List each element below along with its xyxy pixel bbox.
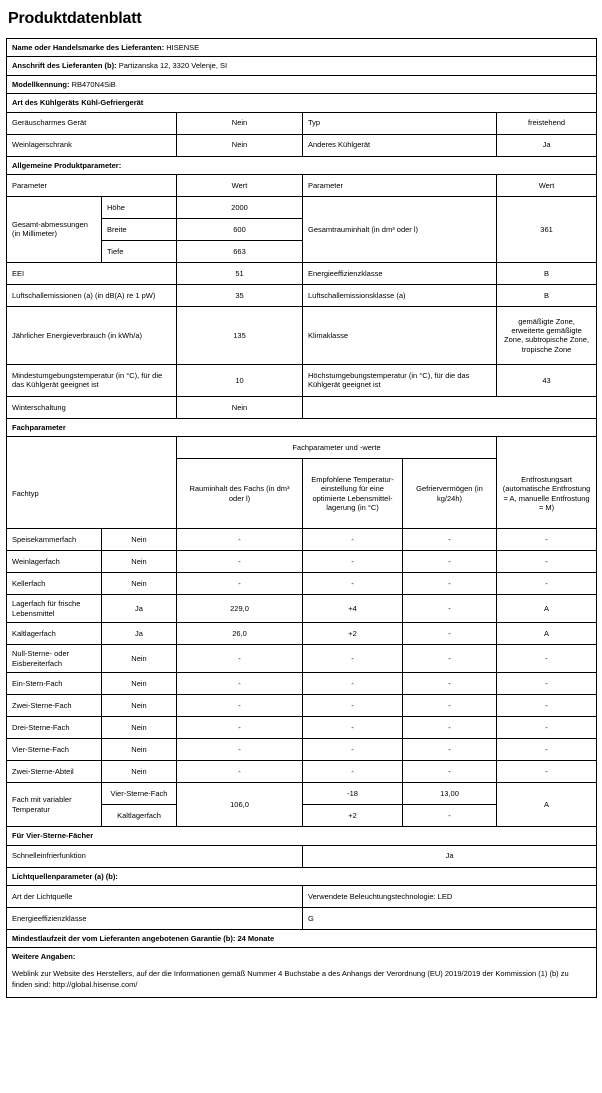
compartment-freeze: - bbox=[403, 595, 497, 623]
compartment-volume: - bbox=[177, 673, 303, 695]
compartment-present: Nein bbox=[102, 739, 177, 761]
compartment-present: Nein bbox=[102, 529, 177, 551]
datasheet-table bbox=[6, 38, 597, 998]
appliance-type-cell bbox=[7, 94, 597, 112]
table-row bbox=[7, 529, 597, 551]
compartment-freeze: - bbox=[403, 761, 497, 783]
appliance-kind-label: Typ bbox=[303, 112, 497, 134]
other-appliance-value: Ja bbox=[497, 134, 597, 156]
compartment-temp: - bbox=[303, 695, 403, 717]
wine-storage-value: Nein bbox=[177, 134, 303, 156]
compartment-volume: - bbox=[177, 551, 303, 573]
compartment-defrost: A bbox=[497, 623, 597, 645]
dimension-height-value: 2000 bbox=[177, 196, 303, 218]
compartment-temp: - bbox=[303, 739, 403, 761]
general-header-parameter: Parameter bbox=[7, 174, 177, 196]
compartment-defrost: - bbox=[497, 551, 597, 573]
compartment-freeze: - bbox=[403, 739, 497, 761]
noise-class-value: B bbox=[497, 284, 597, 306]
variable-temp-sub-cold-storage: Kaltlagerfach bbox=[102, 805, 177, 827]
compartment-temp: +4 bbox=[303, 595, 403, 623]
warranty-label: Mindestlaufzeit der vom Lieferanten angebotenen Garantie (b): bbox=[12, 934, 236, 943]
compartment-freeze: - bbox=[403, 573, 497, 595]
supplier-name-value: HISENSE bbox=[166, 43, 200, 52]
table-row bbox=[7, 623, 597, 645]
compartment-volume: 26,0 bbox=[177, 623, 303, 645]
compartment-freeze: - bbox=[403, 717, 497, 739]
climate-class-value: gemäßigte Zone, erweiterte gemäßigte Zone, subtropische Zone, tropische Zone bbox=[497, 306, 597, 364]
other-appliance-label: Anderes Kühlgerät bbox=[303, 134, 497, 156]
compartment-present: Nein bbox=[102, 551, 177, 573]
compartment-present: Nein bbox=[102, 761, 177, 783]
compartment-temp: - bbox=[303, 551, 403, 573]
compartment-group-empty-2 bbox=[497, 437, 597, 459]
supplier-address-value: Partizanska 12, 3320 Velenje, SI bbox=[118, 61, 228, 71]
compartment-group-empty bbox=[7, 437, 177, 459]
compartment-freeze: - bbox=[403, 645, 497, 673]
supplier-name-cell bbox=[7, 39, 597, 57]
compartment-type: Zwei-Sterne-Fach bbox=[7, 695, 102, 717]
noise-class-label: Luftschallemissionsklasse (a) bbox=[303, 284, 497, 306]
compartment-defrost: - bbox=[497, 529, 597, 551]
light-energy-class-value: G bbox=[303, 908, 597, 930]
model-cell bbox=[7, 75, 597, 93]
compartment-defrost: A bbox=[497, 595, 597, 623]
compartment-volume: - bbox=[177, 529, 303, 551]
dimensions-label: Gesamt-abmessungen (in Millimeter) bbox=[7, 196, 102, 262]
compartment-volume: - bbox=[177, 573, 303, 595]
table-row-compartment-group-header bbox=[7, 437, 597, 459]
compartment-volume: - bbox=[177, 739, 303, 761]
compartment-present: Nein bbox=[102, 695, 177, 717]
winter-setting-value: Nein bbox=[177, 396, 303, 418]
general-header-value-2: Wert bbox=[497, 174, 597, 196]
dimension-width-label: Breite bbox=[102, 218, 177, 240]
compartment-type: Ein-Stern-Fach bbox=[7, 673, 102, 695]
compartment-present: Ja bbox=[102, 595, 177, 623]
compartment-temp: - bbox=[303, 761, 403, 783]
compartment-freeze: - bbox=[403, 695, 497, 717]
compartment-defrost: - bbox=[497, 739, 597, 761]
compartment-type: Speisekammerfach bbox=[7, 529, 102, 551]
energy-class-label: Energieeffizienzklasse bbox=[303, 262, 497, 284]
compartment-col-type: Fachtyp bbox=[7, 459, 177, 529]
compartment-defrost: - bbox=[497, 695, 597, 717]
winter-setting-empty bbox=[303, 396, 597, 418]
max-ambient-value: 43 bbox=[497, 364, 597, 396]
compartment-temp: - bbox=[303, 573, 403, 595]
general-header-parameter-2: Parameter bbox=[303, 174, 497, 196]
climate-class-label: Klimaklasse bbox=[303, 306, 497, 364]
compartment-defrost: - bbox=[497, 645, 597, 673]
variable-temp-type: Fach mit variabler Temperatur bbox=[7, 783, 102, 827]
compartment-temp: - bbox=[303, 717, 403, 739]
compartment-freeze: - bbox=[403, 529, 497, 551]
table-row-dimension-height bbox=[7, 196, 597, 218]
table-row-light-type bbox=[7, 886, 597, 908]
compartment-col-volume: Rauminhalt des Fachs (in dm³ oder l) bbox=[177, 459, 303, 529]
table-row-wine-storage bbox=[7, 134, 597, 156]
compartment-defrost: - bbox=[497, 573, 597, 595]
max-ambient-label: Höchstumgebungstemperatur (in °C), für die das Kühlgerät geeignet ist bbox=[303, 364, 497, 396]
compartment-type: Kaltlagerfach bbox=[7, 623, 102, 645]
compartment-present: Ja bbox=[102, 623, 177, 645]
table-row bbox=[7, 761, 597, 783]
variable-temp-freeze-2: - bbox=[403, 805, 497, 827]
dimension-height-label: Höhe bbox=[102, 196, 177, 218]
fast-freeze-label: Schnelleinfrierfunktion bbox=[7, 845, 303, 867]
model-label: Modellkennung: bbox=[12, 79, 70, 89]
table-row-winter-setting bbox=[7, 396, 597, 418]
supplier-address-label: Anschrift des Lieferanten (b): bbox=[12, 61, 117, 71]
energy-class-value: B bbox=[497, 262, 597, 284]
compartment-present: Nein bbox=[102, 717, 177, 739]
total-volume-value: 361 bbox=[497, 196, 597, 262]
warranty-cell bbox=[7, 930, 597, 948]
supplier-name-label: Name oder Handelsmarke des Lieferanten: bbox=[12, 43, 165, 52]
compartment-present: Nein bbox=[102, 573, 177, 595]
table-row-fast-freeze bbox=[7, 845, 597, 867]
table-row-general-header bbox=[7, 174, 597, 196]
winter-setting-label: Winterschaltung bbox=[7, 396, 177, 418]
further-info-heading: Weitere Angaben: bbox=[7, 948, 597, 966]
page-title: Produktdatenblatt bbox=[8, 10, 142, 27]
table-row-model bbox=[7, 75, 597, 93]
fast-freeze-value: Ja bbox=[303, 845, 597, 867]
noise-label: Luftschallemissionen (a) (in dB(A) re 1 pW) bbox=[7, 284, 177, 306]
min-ambient-value: 10 bbox=[177, 364, 303, 396]
general-section-heading: Allgemeine Produktparameter: bbox=[7, 156, 597, 174]
table-row-further-heading bbox=[7, 948, 597, 966]
compartment-type: Kellerfach bbox=[7, 573, 102, 595]
table-row-general-section bbox=[7, 156, 597, 174]
compartment-temp: - bbox=[303, 529, 403, 551]
compartment-type: Weinlagerfach bbox=[7, 551, 102, 573]
compartment-col-freeze: Gefriervermögen (in kg/24h) bbox=[403, 459, 497, 529]
appliance-type-value: Kühl-Gefriergerät bbox=[81, 98, 144, 108]
table-row-compartment-section bbox=[7, 418, 597, 436]
table-row-eei bbox=[7, 262, 597, 284]
table-row-light-section bbox=[7, 867, 597, 885]
compartment-type: Vier-Sterne-Fach bbox=[7, 739, 102, 761]
table-row-warranty bbox=[7, 930, 597, 948]
compartment-temp: - bbox=[303, 645, 403, 673]
table-row bbox=[7, 551, 597, 573]
table-row-light-energy-class bbox=[7, 908, 597, 930]
eei-label: EEI bbox=[7, 262, 177, 284]
four-star-section-heading: Für Vier-Sterne-Fächer bbox=[7, 827, 597, 845]
compartment-type: Null-Sterne- oder Eisbereiterfach bbox=[7, 645, 102, 673]
compartment-defrost: - bbox=[497, 717, 597, 739]
table-row-supplier-address bbox=[7, 57, 597, 75]
variable-temp-sub-four-star: Vier-Sterne-Fach bbox=[102, 783, 177, 805]
variable-temp-defrost: A bbox=[497, 783, 597, 827]
table-row-variable-temp-1 bbox=[7, 783, 597, 805]
model-value: RB470N4SiB bbox=[71, 79, 116, 89]
compartment-temp: +2 bbox=[303, 623, 403, 645]
compartment-freeze: - bbox=[403, 623, 497, 645]
variable-temp-temp-2: +2 bbox=[303, 805, 403, 827]
table-row-further-text bbox=[7, 966, 597, 998]
compartment-section-heading: Fachparameter bbox=[7, 418, 597, 436]
compartment-volume: - bbox=[177, 645, 303, 673]
compartment-present: Nein bbox=[102, 645, 177, 673]
appliance-kind-value: freistehend bbox=[497, 112, 597, 134]
annual-energy-label: Jährlicher Energieverbrauch (in kWh/a) bbox=[7, 306, 177, 364]
table-row bbox=[7, 673, 597, 695]
quiet-appliance-value: Nein bbox=[177, 112, 303, 134]
table-row-noise bbox=[7, 284, 597, 306]
dimension-width-value: 600 bbox=[177, 218, 303, 240]
compartment-type: Zwei-Sterne-Abteil bbox=[7, 761, 102, 783]
compartment-present: Nein bbox=[102, 673, 177, 695]
warranty-value: 24 Monate bbox=[237, 934, 275, 943]
table-row-annual-energy bbox=[7, 306, 597, 364]
compartment-group-header: Fachparameter und -werte bbox=[177, 437, 497, 459]
min-ambient-label: Mindestumgebungstemperatur (in °C), für die das Kühlgerät geeignet ist bbox=[7, 364, 177, 396]
table-row bbox=[7, 717, 597, 739]
variable-temp-temp-1: -18 bbox=[303, 783, 403, 805]
table-row bbox=[7, 595, 597, 623]
variable-temp-freeze-1: 13,00 bbox=[403, 783, 497, 805]
compartment-volume: - bbox=[177, 761, 303, 783]
compartment-temp: - bbox=[303, 673, 403, 695]
annual-energy-value: 135 bbox=[177, 306, 303, 364]
compartment-type: Lagerfach für frische Lebensmittel bbox=[7, 595, 102, 623]
noise-value: 35 bbox=[177, 284, 303, 306]
eei-value: 51 bbox=[177, 262, 303, 284]
compartment-defrost: - bbox=[497, 673, 597, 695]
light-type-value: Verwendete Beleuchtungstechnologie: LED bbox=[303, 886, 597, 908]
wine-storage-label: Weinlagerschrank bbox=[7, 134, 177, 156]
total-volume-label: Gesamtrauminhalt (in dm³ oder l) bbox=[303, 196, 497, 262]
light-section-heading: Lichtquellenparameter (a) (b): bbox=[7, 867, 597, 885]
further-info-text: Weblink zur Website des Herstellers, auf der die Informationen gemäß Nummer 4 Buchstabe a des Anhangs der Verordnung (EU) 2019/2019 der Kommission (1) (b) zu finden sind: http://global.hisense.com/ bbox=[7, 966, 597, 998]
supplier-address-cell bbox=[7, 57, 597, 75]
compartment-col-temp: Empfohlene Temperatur-einstellung für eine optimierte Lebensmittel-lagerung (in °C) bbox=[303, 459, 403, 529]
table-row-appliance-type bbox=[7, 94, 597, 112]
table-row-compartment-column-headers bbox=[7, 459, 597, 529]
table-row bbox=[7, 573, 597, 595]
compartment-volume: - bbox=[177, 695, 303, 717]
table-row-ambient-temperature bbox=[7, 364, 597, 396]
compartment-volume: - bbox=[177, 717, 303, 739]
compartment-col-defrost: Entfrostungsart (automatische Entfrostung = A, manuelle Entfrostung = M) bbox=[497, 459, 597, 529]
table-row-four-star-section bbox=[7, 827, 597, 845]
light-energy-class-label: Energieeffizienzklasse bbox=[7, 908, 303, 930]
compartment-freeze: - bbox=[403, 673, 497, 695]
compartment-freeze: - bbox=[403, 551, 497, 573]
compartment-type: Drei-Sterne-Fach bbox=[7, 717, 102, 739]
variable-temp-volume: 106,0 bbox=[177, 783, 303, 827]
table-row bbox=[7, 739, 597, 761]
table-row-quiet-appliance bbox=[7, 112, 597, 134]
appliance-type-label: Art des Kühlgeräts bbox=[12, 98, 80, 108]
compartment-defrost: - bbox=[497, 761, 597, 783]
quiet-appliance-label: Geräuscharmes Gerät bbox=[7, 112, 177, 134]
dimension-depth-value: 663 bbox=[177, 240, 303, 262]
compartment-volume: 229,0 bbox=[177, 595, 303, 623]
table-row bbox=[7, 645, 597, 673]
light-type-label: Art der Lichtquelle bbox=[7, 886, 303, 908]
table-row-supplier-name bbox=[7, 39, 597, 57]
dimension-depth-label: Tiefe bbox=[102, 240, 177, 262]
general-header-value: Wert bbox=[177, 174, 303, 196]
table-row bbox=[7, 695, 597, 717]
